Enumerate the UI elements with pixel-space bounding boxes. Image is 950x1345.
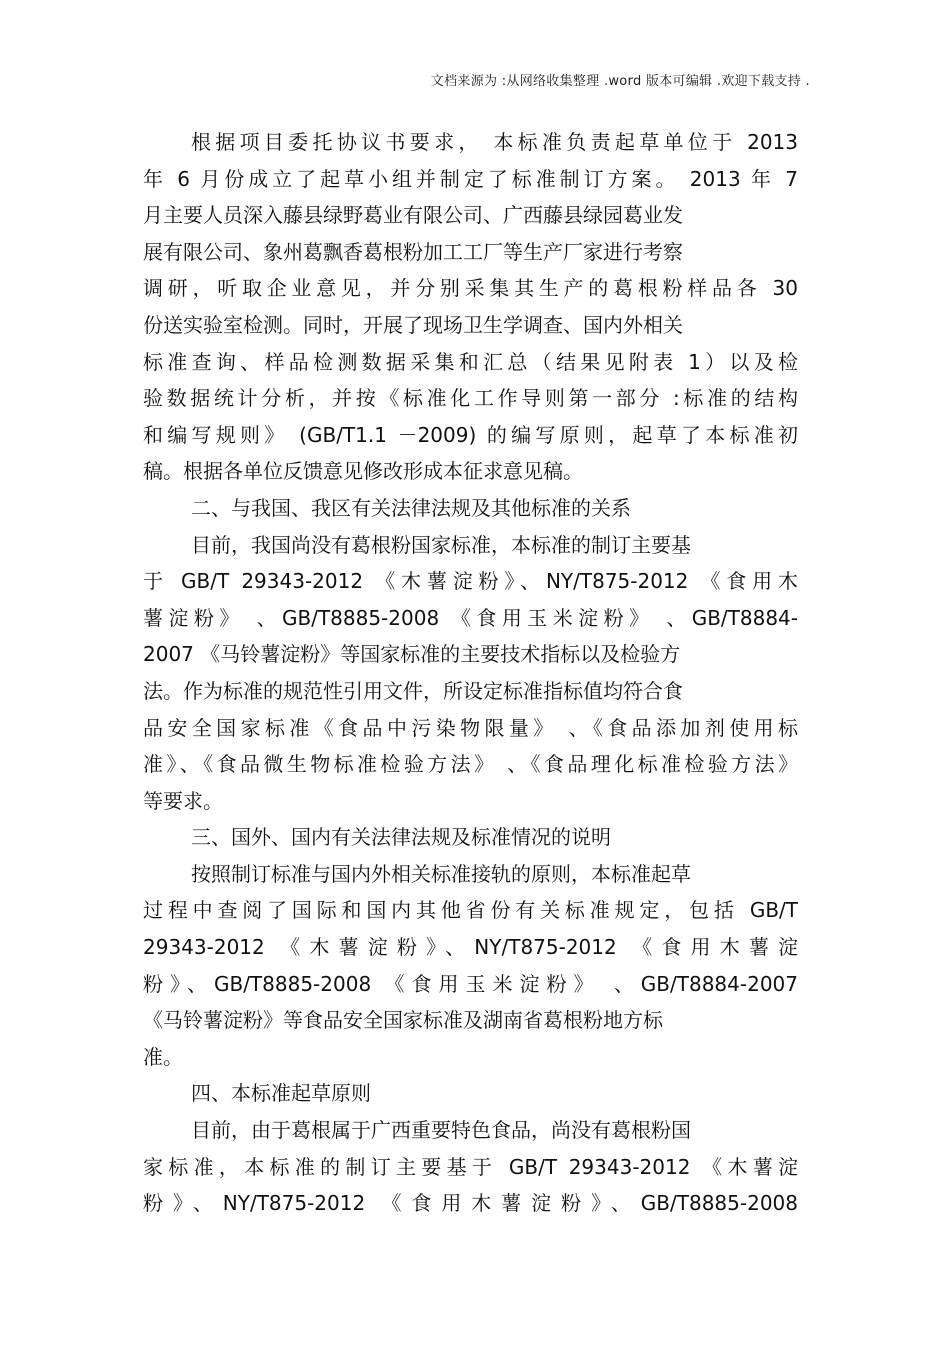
text-line: 29343-2012 《木薯淀粉》、NY/T875-2012 《食用木薯淀 — [143, 935, 798, 960]
text-line: 四、本标准起草原则 — [191, 1081, 371, 1106]
text-line: 份送实验室检测。同时，开展了现场卫生学调查、国内外相关 — [143, 312, 683, 337]
text-line: 和编写规则》 (GB/T1.1 －2009) 的编写原则，起草了本标准初 — [143, 422, 798, 447]
text-line: 调研，听取企业意见，并分别采集其生产的葛根粉样品各 30 — [143, 276, 798, 301]
text-line: 过程中查阅了国际和国内其他省份有关标准规定，包括 GB/T — [143, 898, 798, 923]
text-line: 家标准，本标准的制订主要基于 GB/T 29343-2012 《木薯淀 — [143, 1154, 798, 1179]
text-line: 于 GB/T 29343-2012 《木薯淀粉》、NY/T875-2012 《食用木 — [143, 569, 798, 594]
text-line: 《马铃薯淀粉》等食品安全国家标准及湖南省葛根粉地方标 — [143, 1008, 663, 1033]
text-line: 目前，由于葛根属于广西重要特色食品，尚没有葛根粉国 — [191, 1118, 691, 1143]
text-line: 按照制订标准与国内外相关标准接轨的原则，本标准起草 — [191, 861, 691, 886]
text-line: 验数据统计分析，并按《标准化工作导则第一部分 :标准的结构 — [143, 386, 798, 411]
text-line: 展有限公司、象州葛飘香葛根粉加工工厂等生产厂家进行考察 — [143, 239, 683, 264]
text-line: 法。作为标准的规范性引用文件，所设定标准指标值均符合食 — [143, 678, 683, 703]
text-line: 等要求。 — [143, 788, 223, 813]
text-line: 粉》、GB/T8885-2008 《食用玉米淀粉》 、GB/T8884-2007 — [143, 971, 798, 996]
text-line: 稿。根据各单位反馈意见修改形成本征求意见稿。 — [143, 459, 583, 484]
document-body — [143, 124, 798, 1222]
text-line: 准》、《食品微生物标准检验方法》 、《食品理化标准检验方法》 — [143, 752, 798, 777]
text-line: 品安全国家标准《食品中污染物限量》 、《食品添加剂使用标 — [143, 715, 798, 740]
text-line: 年 6 月份成立了起草小组并制定了标准制订方案。 2013 年 7 — [143, 166, 798, 191]
text-line: 标准查询、样品检测数据采集和汇总（结果见附表 1）以及检 — [143, 349, 798, 374]
page-header: 文档来源为 :从网络收集整理 .word 版本可编辑 .欢迎下载支持 . — [430, 74, 810, 89]
text-line: 目前，我国尚没有葛根粉国家标准，本标准的制订主要基 — [191, 532, 691, 557]
text-line: 月主要人员深入藤县绿野葛业有限公司、广西藤县绿园葛业发 — [143, 203, 683, 228]
text-line: 薯淀粉》 、GB/T8885-2008 《食用玉米淀粉》 、GB/T8884- — [143, 605, 798, 630]
text-line: 二、与我国、我区有关法律法规及其他标准的关系 — [191, 495, 631, 520]
text-line: 三、国外、国内有关法律法规及标准情况的说明 — [191, 825, 611, 850]
text-line: 根据项目委托协议书要求， 本标准负责起草单位于 2013 — [191, 130, 798, 154]
text-line: 准。 — [143, 1044, 183, 1069]
text-line: 2007 《马铃薯淀粉》等国家标准的主要技术指标以及检验方 — [143, 642, 681, 667]
text-line: 粉》、NY/T875-2012 《食用木薯淀粉》、GB/T8885-2008 — [143, 1191, 798, 1216]
